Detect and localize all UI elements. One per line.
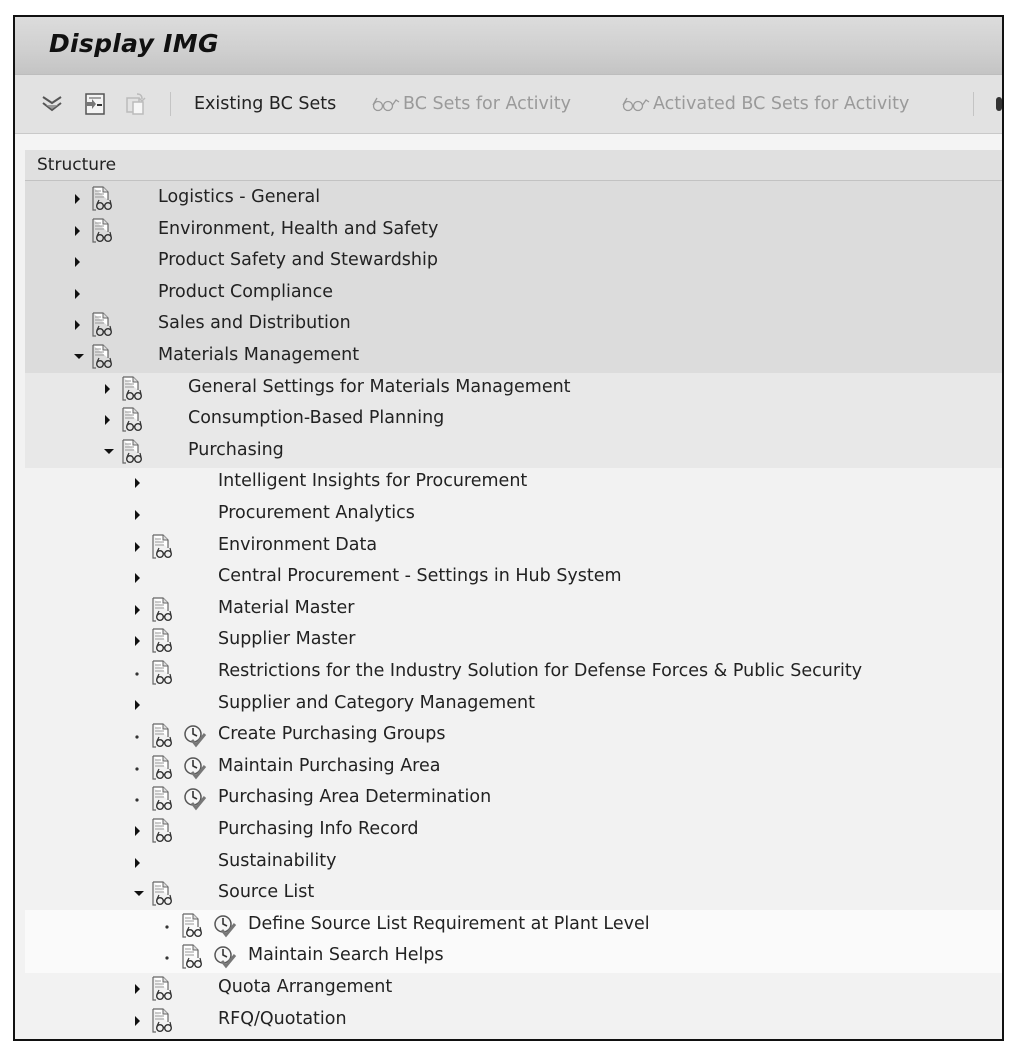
documentation-icon[interactable] <box>151 534 173 560</box>
tree-node[interactable] <box>25 341 1002 373</box>
tree-node[interactable] <box>25 973 1002 1005</box>
tree-node-label[interactable]: General Settings for Materials Management <box>188 376 571 397</box>
tree-node[interactable] <box>25 625 1002 657</box>
import-structure-button[interactable] <box>83 75 107 133</box>
export-button[interactable] <box>125 75 147 133</box>
tree-node[interactable] <box>25 720 1002 752</box>
expand-arrow-icon[interactable] <box>103 412 113 426</box>
leaf-bullet-icon <box>163 918 173 932</box>
tree-node-label[interactable]: Environment, Health and Safety <box>158 218 439 239</box>
tree-node[interactable] <box>25 278 1002 310</box>
documentation-icon[interactable] <box>151 723 173 749</box>
execute-activity-icon[interactable] <box>183 756 207 780</box>
expand-arrow-icon[interactable] <box>133 823 143 837</box>
expand-arrow-icon[interactable] <box>133 633 143 647</box>
tree-node-label[interactable]: Create Purchasing Groups <box>218 724 446 745</box>
tree-node[interactable] <box>25 1005 1002 1037</box>
tree-node[interactable] <box>25 531 1002 563</box>
overflow-icon <box>996 97 1002 111</box>
expand-arrow-icon[interactable] <box>133 855 143 869</box>
glasses-icon <box>371 95 401 113</box>
tree-node[interactable] <box>25 404 1002 436</box>
documentation-icon[interactable] <box>151 881 173 907</box>
tree-node-label[interactable]: Maintain Search Helps <box>248 945 444 966</box>
toolbar-separator <box>973 92 974 116</box>
documentation-icon[interactable] <box>151 786 173 812</box>
export-icon <box>125 92 147 116</box>
expand-arrow-icon[interactable] <box>133 507 143 521</box>
documentation-icon[interactable] <box>151 660 173 686</box>
tree-node-label[interactable]: Maintain Purchasing Area <box>218 755 441 776</box>
expand-all-icon <box>41 94 63 114</box>
execute-activity-icon[interactable] <box>213 945 237 969</box>
expand-arrow-icon[interactable] <box>103 381 113 395</box>
documentation-icon[interactable] <box>151 976 173 1002</box>
tree-node[interactable] <box>25 657 1002 689</box>
documentation-icon[interactable] <box>151 755 173 781</box>
bc-sets-for-activity-button[interactable] <box>371 75 571 133</box>
tree-node-label[interactable]: Quota Arrangement <box>218 977 393 997</box>
expand-arrow-icon[interactable] <box>133 602 143 616</box>
execute-activity-icon[interactable] <box>213 914 237 938</box>
tree-node-label[interactable]: Source List <box>218 882 315 903</box>
tree-node-label[interactable]: Product Compliance <box>158 281 334 302</box>
expand-arrow-icon[interactable] <box>73 191 83 205</box>
expand-arrow-icon[interactable] <box>133 475 143 489</box>
leaf-bullet-icon <box>133 791 143 805</box>
tree-node[interactable] <box>25 215 1002 247</box>
tree-node-label[interactable]: Product Safety and Stewardship <box>158 250 438 271</box>
tree-node-label[interactable]: Sales and Distribution <box>158 313 351 334</box>
tree-node-label[interactable]: Purchasing Area Determination <box>218 787 492 808</box>
tree-node-label[interactable]: Consumption-Based Planning <box>188 408 445 429</box>
tree-node-label[interactable]: Logistics - General <box>158 187 321 207</box>
tree-node[interactable] <box>25 309 1002 341</box>
documentation-icon[interactable] <box>151 628 173 654</box>
expand-arrow-icon[interactable] <box>73 286 83 300</box>
existing-bc-sets-button[interactable] <box>194 75 336 133</box>
tree-node-label[interactable]: Define Source List Requirement at Plant Level <box>248 913 650 934</box>
tree-node[interactable] <box>25 499 1002 531</box>
documentation-icon[interactable] <box>151 597 173 623</box>
leaf-bullet-icon <box>133 728 143 742</box>
expand-arrow-icon[interactable] <box>73 254 83 268</box>
documentation-icon[interactable] <box>151 1008 173 1034</box>
documentation-icon[interactable] <box>151 818 173 844</box>
collapse-arrow-icon[interactable] <box>133 886 143 900</box>
documentation-icon[interactable] <box>121 407 143 433</box>
tree-node-label[interactable]: Intelligent Insights for Procurement <box>218 471 528 492</box>
tree-node[interactable] <box>25 783 1002 815</box>
tree-node-label[interactable]: Central Procurement - Settings in Hub System <box>218 566 622 587</box>
display-img-window <box>13 15 1004 1041</box>
import-structure-icon <box>83 92 107 116</box>
tree-node[interactable] <box>25 847 1002 879</box>
tree-node[interactable] <box>25 436 1002 468</box>
expand-all-button[interactable] <box>41 75 63 133</box>
tree-node[interactable] <box>25 183 1002 215</box>
toolbar-separator <box>170 92 171 116</box>
documentation-icon[interactable] <box>121 439 143 465</box>
documentation-icon[interactable] <box>91 344 113 370</box>
tree-node[interactable] <box>25 594 1002 626</box>
documentation-icon[interactable] <box>91 218 113 244</box>
tree-node-label[interactable]: Environment Data <box>218 534 378 555</box>
execute-activity-icon[interactable] <box>183 724 207 748</box>
tree-node[interactable] <box>25 752 1002 784</box>
tree-node[interactable] <box>25 689 1002 721</box>
window-title: Display IMG <box>49 29 219 58</box>
title-bar <box>15 17 1002 75</box>
toolbar <box>15 75 1002 134</box>
tree-node[interactable] <box>25 910 1002 942</box>
tree-node-label[interactable]: Supplier and Category Management <box>218 692 535 713</box>
tree-node[interactable] <box>25 815 1002 847</box>
expand-arrow-icon[interactable] <box>133 981 143 995</box>
documentation-icon[interactable] <box>91 186 113 212</box>
spacer <box>15 134 1002 150</box>
expand-arrow-icon[interactable] <box>133 539 143 553</box>
structure-column-header <box>25 150 1002 181</box>
documentation-icon[interactable] <box>181 913 203 939</box>
tree-node-label[interactable]: Restrictions for the Industry Solution for Defense Forces & Public Security <box>218 661 863 681</box>
tree-node-label[interactable]: Purchasing <box>188 439 284 460</box>
collapse-arrow-icon[interactable] <box>103 444 113 458</box>
expand-arrow-icon[interactable] <box>133 697 143 711</box>
documentation-icon[interactable] <box>91 312 113 338</box>
activated-bc-sets-for-activity-button[interactable] <box>621 75 909 133</box>
glasses-icon <box>621 95 651 113</box>
tree-node[interactable] <box>25 941 1002 973</box>
tree-node[interactable] <box>25 373 1002 405</box>
bc-sets-for-activity-label: BC Sets for Activity <box>403 94 571 114</box>
leaf-bullet-icon <box>163 949 173 963</box>
tree-node-label[interactable]: Material Master <box>218 597 355 618</box>
tree-node[interactable] <box>25 562 1002 594</box>
documentation-icon[interactable] <box>181 944 203 970</box>
expand-arrow-icon[interactable] <box>73 317 83 331</box>
tree-node[interactable] <box>25 246 1002 278</box>
expand-arrow-icon[interactable] <box>73 223 83 237</box>
expand-arrow-icon[interactable] <box>133 1013 143 1027</box>
tree-node-label[interactable]: Sustainability <box>218 850 337 871</box>
leaf-bullet-icon <box>133 665 143 679</box>
existing-bc-sets-label: Existing BC Sets <box>194 94 337 114</box>
toolbar-overflow[interactable] <box>996 75 1002 133</box>
tree-node-label[interactable]: Purchasing Info Record <box>218 819 419 839</box>
tree-node[interactable] <box>25 878 1002 910</box>
activated-bc-sets-for-activity-label: Activated BC Sets for Activity <box>653 94 910 114</box>
documentation-icon[interactable] <box>121 376 143 402</box>
tree-node-label[interactable]: Materials Management <box>158 345 360 365</box>
tree-node-label[interactable]: Supplier Master <box>218 629 356 650</box>
tree-node[interactable] <box>25 467 1002 499</box>
tree-node-label[interactable]: RFQ/Quotation <box>218 1008 347 1029</box>
structure-header-label: Structure <box>37 155 117 175</box>
execute-activity-icon[interactable] <box>183 787 207 811</box>
expand-arrow-icon[interactable] <box>133 570 143 584</box>
collapse-arrow-icon[interactable] <box>73 349 83 363</box>
leaf-bullet-icon <box>133 760 143 774</box>
tree-node-label[interactable]: Procurement Analytics <box>218 503 415 523</box>
